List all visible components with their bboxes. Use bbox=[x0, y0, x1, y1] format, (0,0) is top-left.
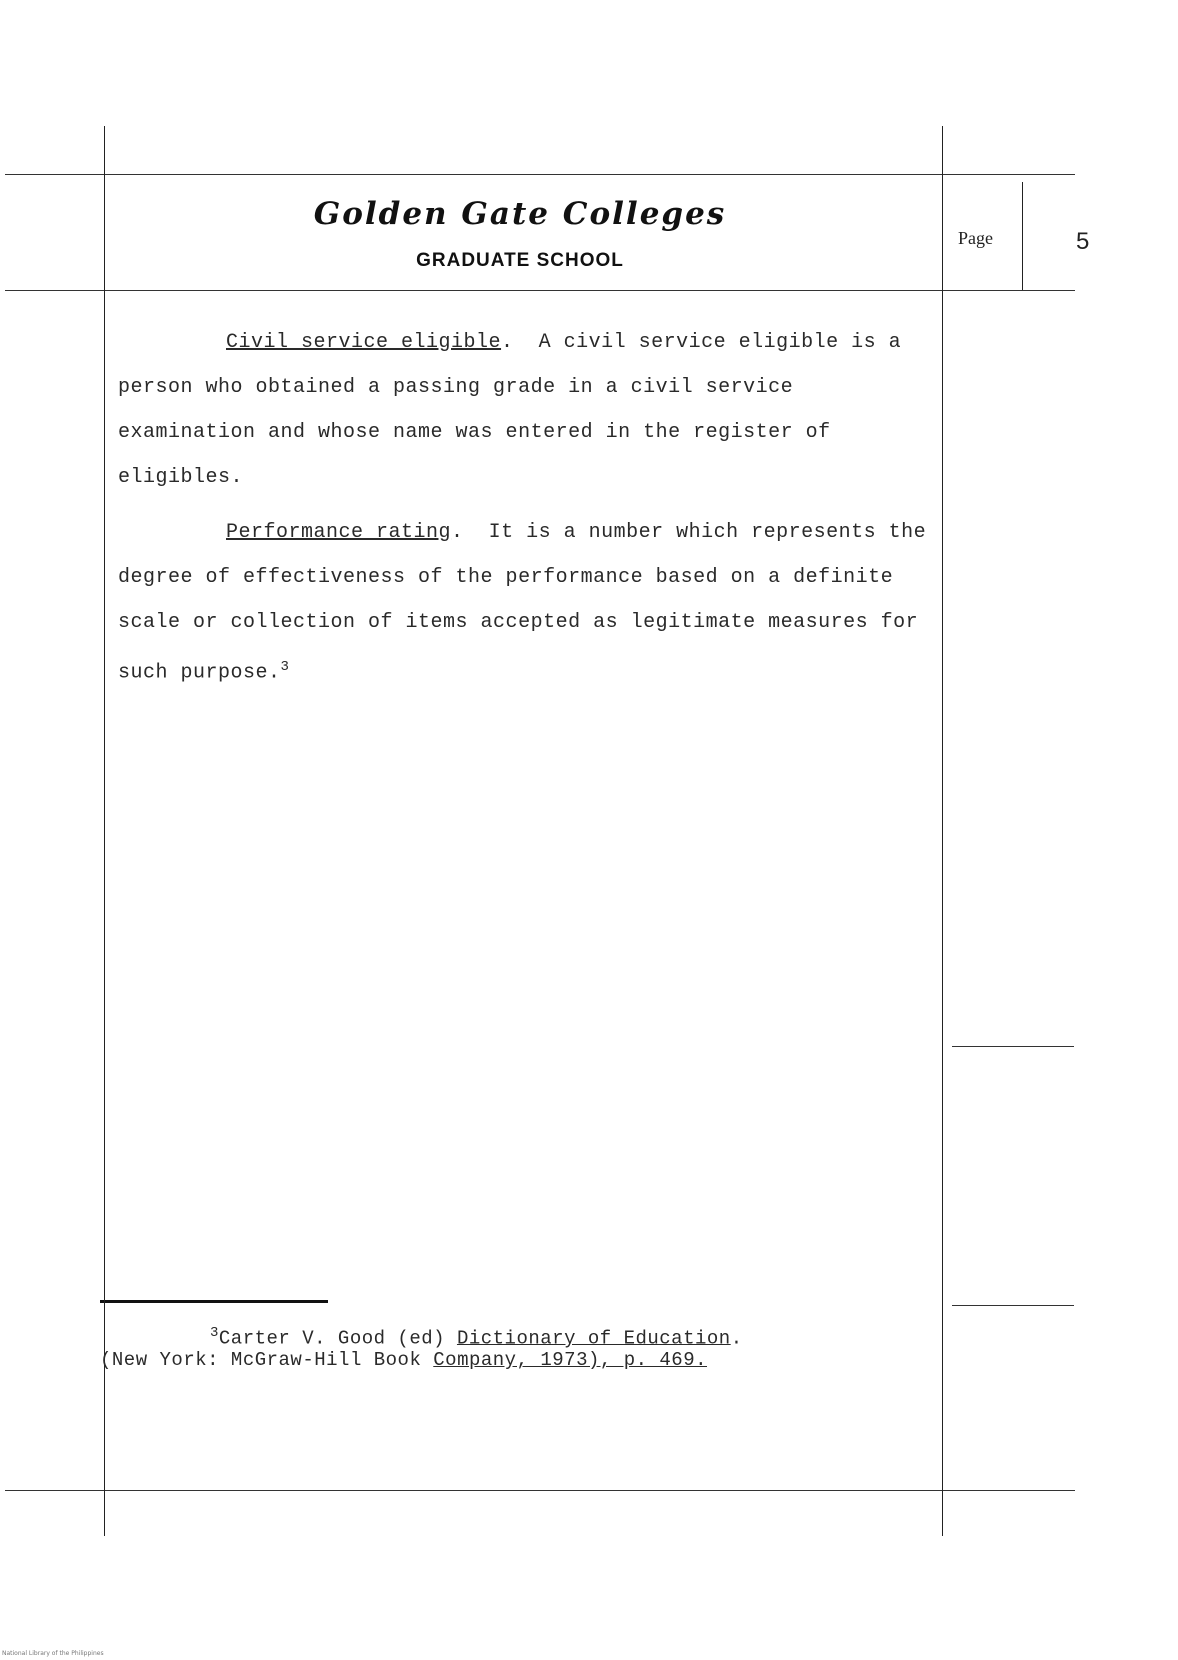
page-number: 5 bbox=[1076, 228, 1090, 255]
header-top-rule bbox=[5, 174, 1075, 175]
margin-tick-1 bbox=[952, 1046, 1074, 1047]
footnote-separator bbox=[100, 1300, 328, 1303]
term-civil-service: Civil service eligible bbox=[226, 331, 502, 354]
college-name: Golden Gate Colleges bbox=[313, 196, 727, 232]
right-margin-line bbox=[942, 126, 943, 1536]
term-period: . bbox=[451, 521, 464, 544]
footnote bbox=[100, 1322, 920, 1371]
paragraph-civil-service bbox=[118, 320, 938, 500]
paragraph-performance-rating bbox=[118, 510, 938, 696]
footnote-title-end: . bbox=[730, 1327, 743, 1350]
margin-tick-2 bbox=[952, 1305, 1074, 1306]
term-performance-rating: Performance rating bbox=[226, 521, 452, 544]
page-box-divider bbox=[1022, 182, 1023, 290]
scanner-watermark: National Library of the Philippines bbox=[2, 1650, 104, 1657]
page-label: Page bbox=[958, 228, 993, 248]
footer-rule bbox=[5, 1490, 1075, 1491]
footnote-title: Dictionary of Education bbox=[456, 1327, 731, 1350]
footnote-publication-detail: Company, 1973), p. 469. bbox=[433, 1349, 708, 1372]
footnote-reference: 3 bbox=[280, 659, 290, 675]
school-name: GRADUATE SCHOOL bbox=[416, 250, 624, 271]
term-period: . bbox=[501, 331, 514, 354]
footnote-publication: (New York: McGraw-Hill Book bbox=[100, 1349, 422, 1372]
definition-performance-rating: It is a number which represents the degree of effectiveness of the performance based on a definite scale or collection of items accepted as legitimate measures for such purpose. bbox=[118, 521, 927, 685]
footnote-marker: 3 bbox=[210, 1325, 219, 1341]
definition-civil-service: A civil service eligible is a person who obtained a passing grade in a civil service examination and whose name was entered in the register of eligibles. bbox=[118, 331, 902, 489]
header-bottom-rule bbox=[5, 290, 1075, 291]
footnote-author: Carter V. Good (ed) bbox=[218, 1327, 446, 1350]
